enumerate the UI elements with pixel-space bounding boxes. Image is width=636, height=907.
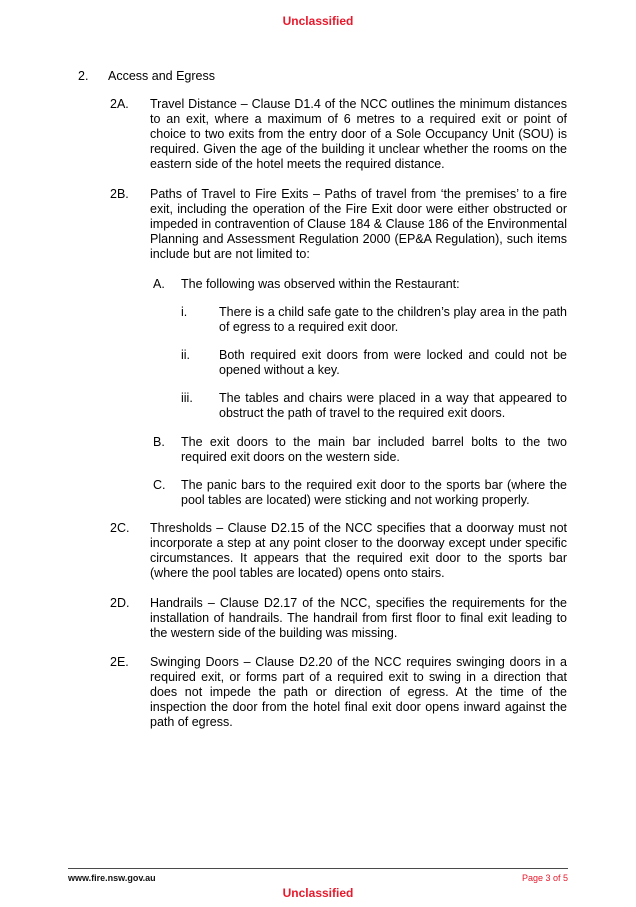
section-number: 2. xyxy=(78,69,89,83)
section-title: Access and Egress xyxy=(108,69,215,83)
list-item-label-a: A. xyxy=(153,277,165,291)
subitem-label-i: i. xyxy=(181,305,188,319)
list-item-c: The panic bars to the required exit door to the sports bar (where the pool tables are located) were sticking and not working properly. xyxy=(181,478,567,507)
para-label-2b: 2B. xyxy=(110,187,129,201)
para-2a: Travel Distance – Clause D1.4 of the NCC outlines the minimum distances to an exit, where a maximum of 6 metres to a required exit or point of choice to two exits from the entry door of a Sole Occupancy Unit (SOU) is required. Given the age of the building it unclear whether the rooms on the eastern side of the hotel meets the required distance. xyxy=(150,97,567,171)
page-number: Page 3 of 5 xyxy=(521,873,568,883)
para-2d: Handrails – Clause D2.17 of the NCC, specifies the requirements for the installation of handrails. The handrail from first floor to final exit leading to the western side of the building was missing. xyxy=(150,596,567,640)
subitem-iii: The tables and chairs were placed in a way that appeared to obstruct the path of travel to the required exit doors. xyxy=(219,391,567,420)
subitem-ii: Both required exit doors from were locked and could not be opened without a key. xyxy=(219,348,567,377)
para-2b: Paths of Travel to Fire Exits – Paths of travel from ‘the premises’ to a fire exit, including the operation of the Fire Exit door were either obstructed or impeded in contravention of Clause 184 & Clause 186 of the Environmental Planning and Assessment Regulation 2000 (EP&A Regulation), such items include but are not limited to: xyxy=(150,187,567,261)
list-item-label-c: C. xyxy=(153,478,166,492)
para-label-2e: 2E. xyxy=(110,655,129,669)
list-item-label-b: B. xyxy=(153,435,165,449)
list-item-a: The following was observed within the Restaurant: xyxy=(181,277,460,291)
para-2e: Swinging Doors – Clause D2.20 of the NCC requires swinging doors in a required exit, or forms part of a required exit to swing in a direction that does not impede the path or direction of egress. At the time of the inspection the door from the hotel final exit door opens inward against the path of egress. xyxy=(150,655,567,729)
para-label-2d: 2D. xyxy=(110,596,130,610)
list-item-b: The exit doors to the main bar included barrel bolts to the two required exit doors on the western side. xyxy=(181,435,567,464)
subitem-label-ii: ii. xyxy=(181,348,191,362)
para-label-2a: 2A. xyxy=(110,97,129,111)
subitem-label-iii: iii. xyxy=(181,391,193,405)
footer-url: www.fire.nsw.gov.au xyxy=(68,873,156,883)
subitem-i: There is a child safe gate to the children’s play area in the path of egress to a required exit door. xyxy=(219,305,567,334)
para-label-2c: 2C. xyxy=(110,521,130,535)
classification-header: Unclassified xyxy=(282,14,354,28)
classification-footer: Unclassified xyxy=(282,886,354,900)
para-2c: Thresholds – Clause D2.15 of the NCC specifies that a doorway must not incorporate a step at any point closer to the doorway except under specific circumstances. It appears that the required exit door to the sports bar (where the pool tables are located) opens onto stairs. xyxy=(150,521,567,580)
footer-divider xyxy=(68,868,568,869)
